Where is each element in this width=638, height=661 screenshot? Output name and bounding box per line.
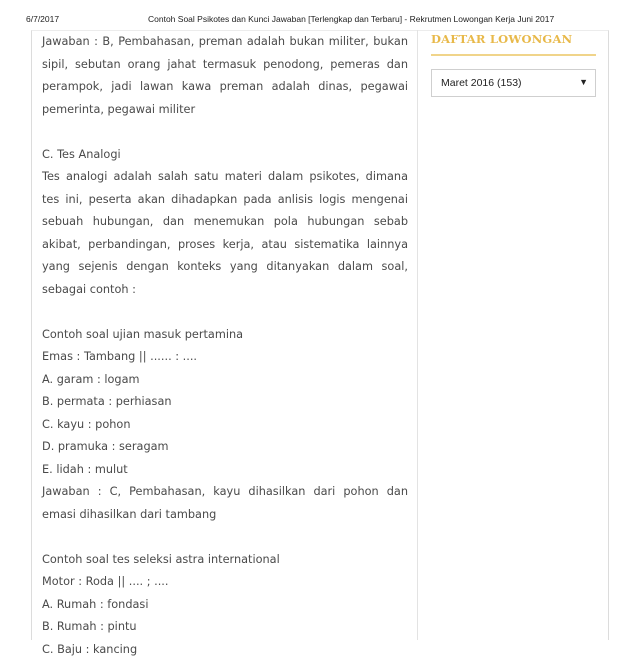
paragraph-gap [42, 121, 408, 144]
option-c: C. Baju : kancing [42, 639, 408, 661]
archive-select[interactable] [431, 69, 596, 97]
question-line: Emas : Tambang || ...... : .... [42, 346, 408, 369]
answer-paragraph: Jawaban : B, Pembahasan, preman adalah bukan militer, bukan sipil, sebutan orang jahat termasuk penodong, pemeras dan perampok, jadi lawan kawa preman adalah dinas, pegawai pemerinta, pegawai militer [42, 31, 408, 121]
paragraph-gap [42, 526, 408, 549]
column-divider [417, 30, 418, 640]
option-e: E. lidah : mulut [42, 459, 408, 482]
section-paragraph: Tes analogi adalah salah satu materi dalam psikotes, dimana tes ini, peserta akan dihadapkan pada anlisis logis mengenai sebuah hubungan, dan menemukan pola hubungan sebab akibat, perbandingan, proses kerja, atau sistematika lainnya yang sejenis dengan konteks yang ditanyakan dalam soal, sebagai contoh : [42, 166, 408, 301]
print-page-title: Contoh Soal Psikotes dan Kunci Jawaban [Terlengkap dan Terbaru] - Rekrutmen Lowongan Kerja Juni 2017 [148, 14, 554, 24]
paragraph-gap [42, 301, 408, 324]
print-date: 6/7/2017 [26, 14, 59, 24]
option-c: C. kayu : pohon [42, 414, 408, 437]
answer-paragraph: Jawaban : C, Pembahasan, kayu dihasilkan dari pohon dan emasi dihasilkan dari tambang [42, 481, 408, 526]
example-heading: Contoh soal tes seleksi astra international [42, 549, 408, 572]
question-line: Motor : Roda || .... ; .... [42, 571, 408, 594]
archive-selected-value: Maret 2016 (153) [441, 77, 522, 89]
sidebar-title: DAFTAR LOWONGAN [431, 32, 596, 56]
example-heading: Contoh soal ujian masuk pertamina [42, 324, 408, 347]
print-header [26, 14, 612, 28]
option-d: D. pramuka : seragam [42, 436, 408, 459]
article-body [42, 31, 408, 661]
option-a: A. Rumah : fondasi [42, 594, 408, 617]
option-b: B. permata : perhiasan [42, 391, 408, 414]
option-b: B. Rumah : pintu [42, 616, 408, 639]
dropdown-arrow-icon: ▼ [579, 77, 588, 87]
section-heading: C. Tes Analogi [42, 144, 408, 167]
option-a: A. garam : logam [42, 369, 408, 392]
